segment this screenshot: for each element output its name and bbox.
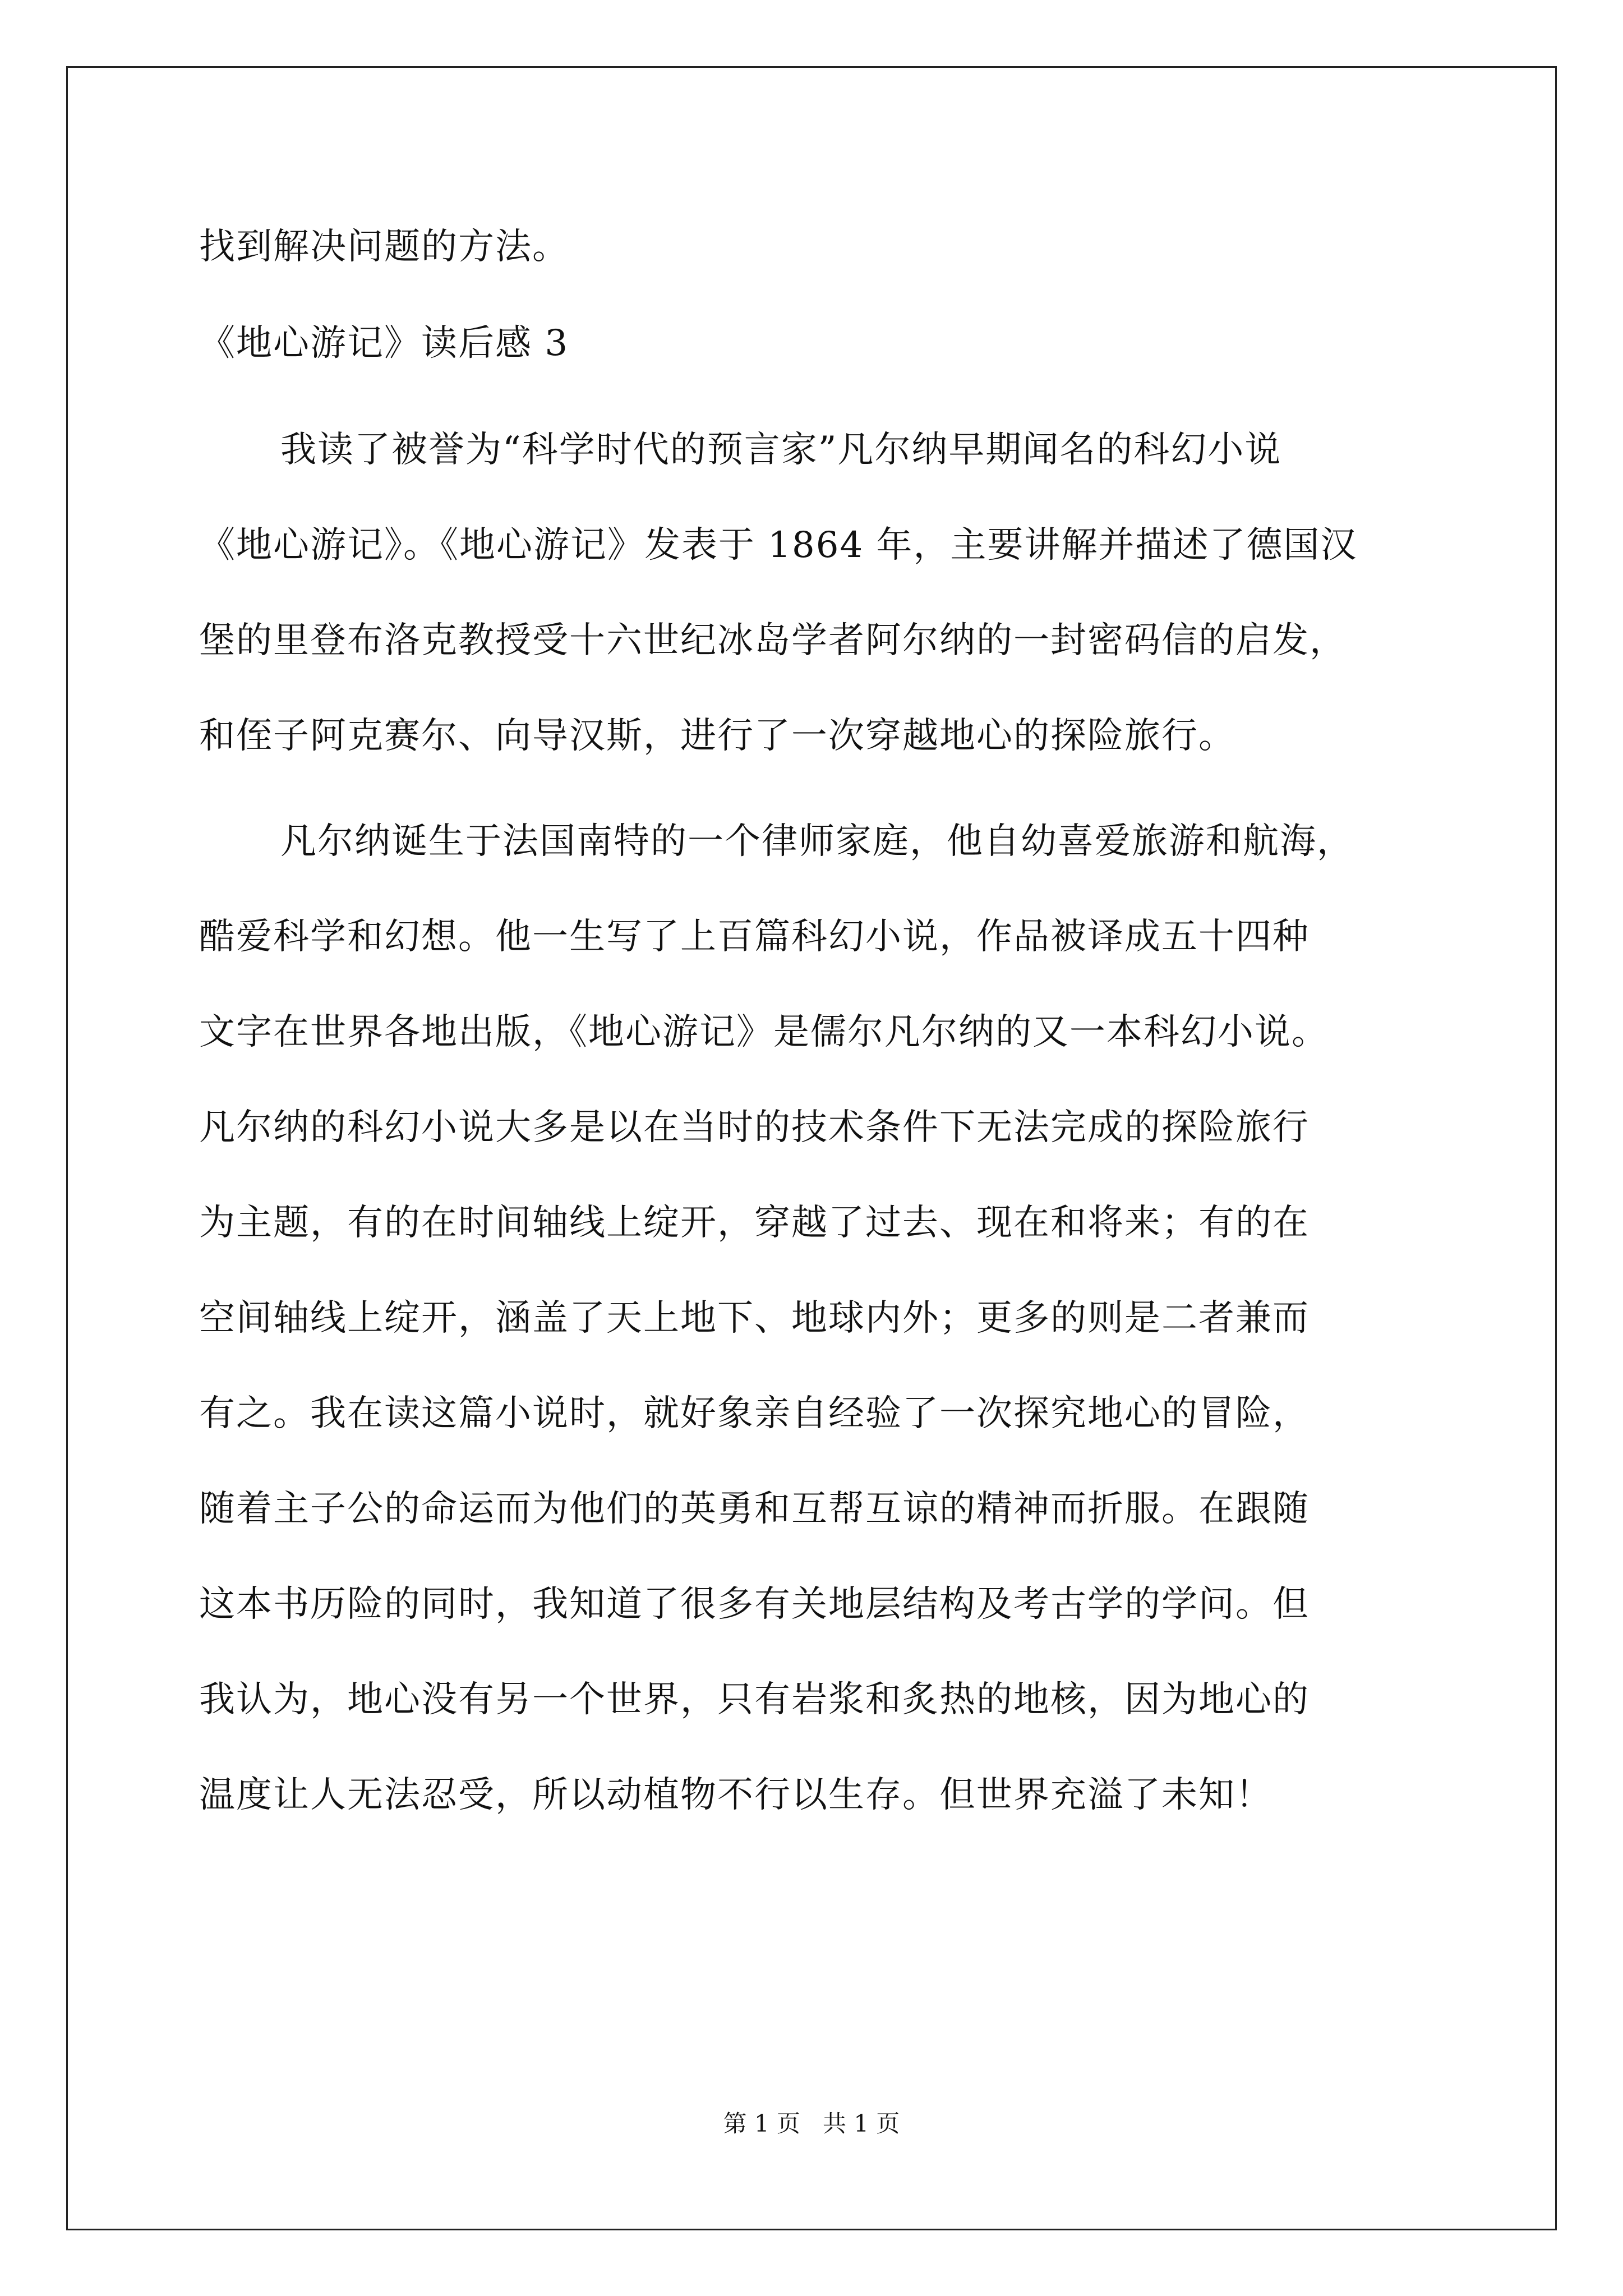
page-number-current: 第 1 页 [723, 2110, 800, 2137]
paragraph-2-line-7: 有之。我在读这篇小说时，就好象亲自经验了一次探究地心的冒险， [199, 1393, 1310, 1434]
paragraph-1-line-3: 堡的里登布洛克教授受十六世纪冰岛学者阿尔纳的一封密码信的启发， [199, 620, 1347, 661]
paragraph-1-line-4: 和侄子阿克赛尔、向导汉斯，进行了一次穿越地心的探险旅行。 [199, 715, 1235, 757]
paragraph-2-line-8: 随着主子公的命运而为他们的英勇和互帮互谅的精神而折服。在跟随 [199, 1488, 1310, 1530]
text-line-end-of-previous-paragraph: 找到解决问题的方法。 [199, 226, 569, 268]
paragraph-2-line-11: 温度让人无法忍受，所以动植物不行以生存。但世界充溢了未知！ [199, 1774, 1272, 1816]
paragraph-2-line-4: 凡尔纳的科幻小说大多是以在当时的技术条件下无法完成的探险旅行 [199, 1107, 1310, 1148]
paragraph-2-line-9: 这本书历险的同时，我知道了很多有关地层结构及考古学的学问。但 [199, 1584, 1310, 1625]
paragraph-2-line-6: 空间轴线上绽开，涵盖了天上地下、地球内外；更多的则是二者兼而 [199, 1297, 1310, 1339]
page-footer [0, 2108, 1623, 2139]
paragraph-2-line-5: 为主题，有的在时间轴线上绽开，穿越了过去、现在和将来；有的在 [199, 1202, 1310, 1244]
paragraph-2-line-2: 酷爱科学和幻想。他一生写了上百篇科幻小说，作品被译成五十四种 [199, 916, 1310, 958]
section-heading: 《地心游记》读后感 3 [199, 323, 569, 364]
paragraph-2-line-1: 凡尔纳诞生于法国南特的一个律师家庭，他自幼喜爱旅游和航海， [280, 821, 1354, 862]
paragraph-2-line-3: 文字在世界各地出版，《地心游记》是儒尔凡尔纳的又一本科幻小说。 [199, 1011, 1329, 1053]
paragraph-1-line-1: 我读了被誉为“科学时代的预言家”凡尔纳早期闻名的科幻小说 [280, 429, 1282, 471]
page-number-total: 共 1 页 [823, 2110, 900, 2137]
paragraph-1-line-2: 《地心游记》。《地心游记》发表于 1864 年，主要讲解并描述了德国汉 [199, 524, 1358, 566]
paragraph-2-line-10: 我认为，地心没有另一个世界，只有岩浆和炙热的地核，因为地心的 [199, 1679, 1310, 1720]
